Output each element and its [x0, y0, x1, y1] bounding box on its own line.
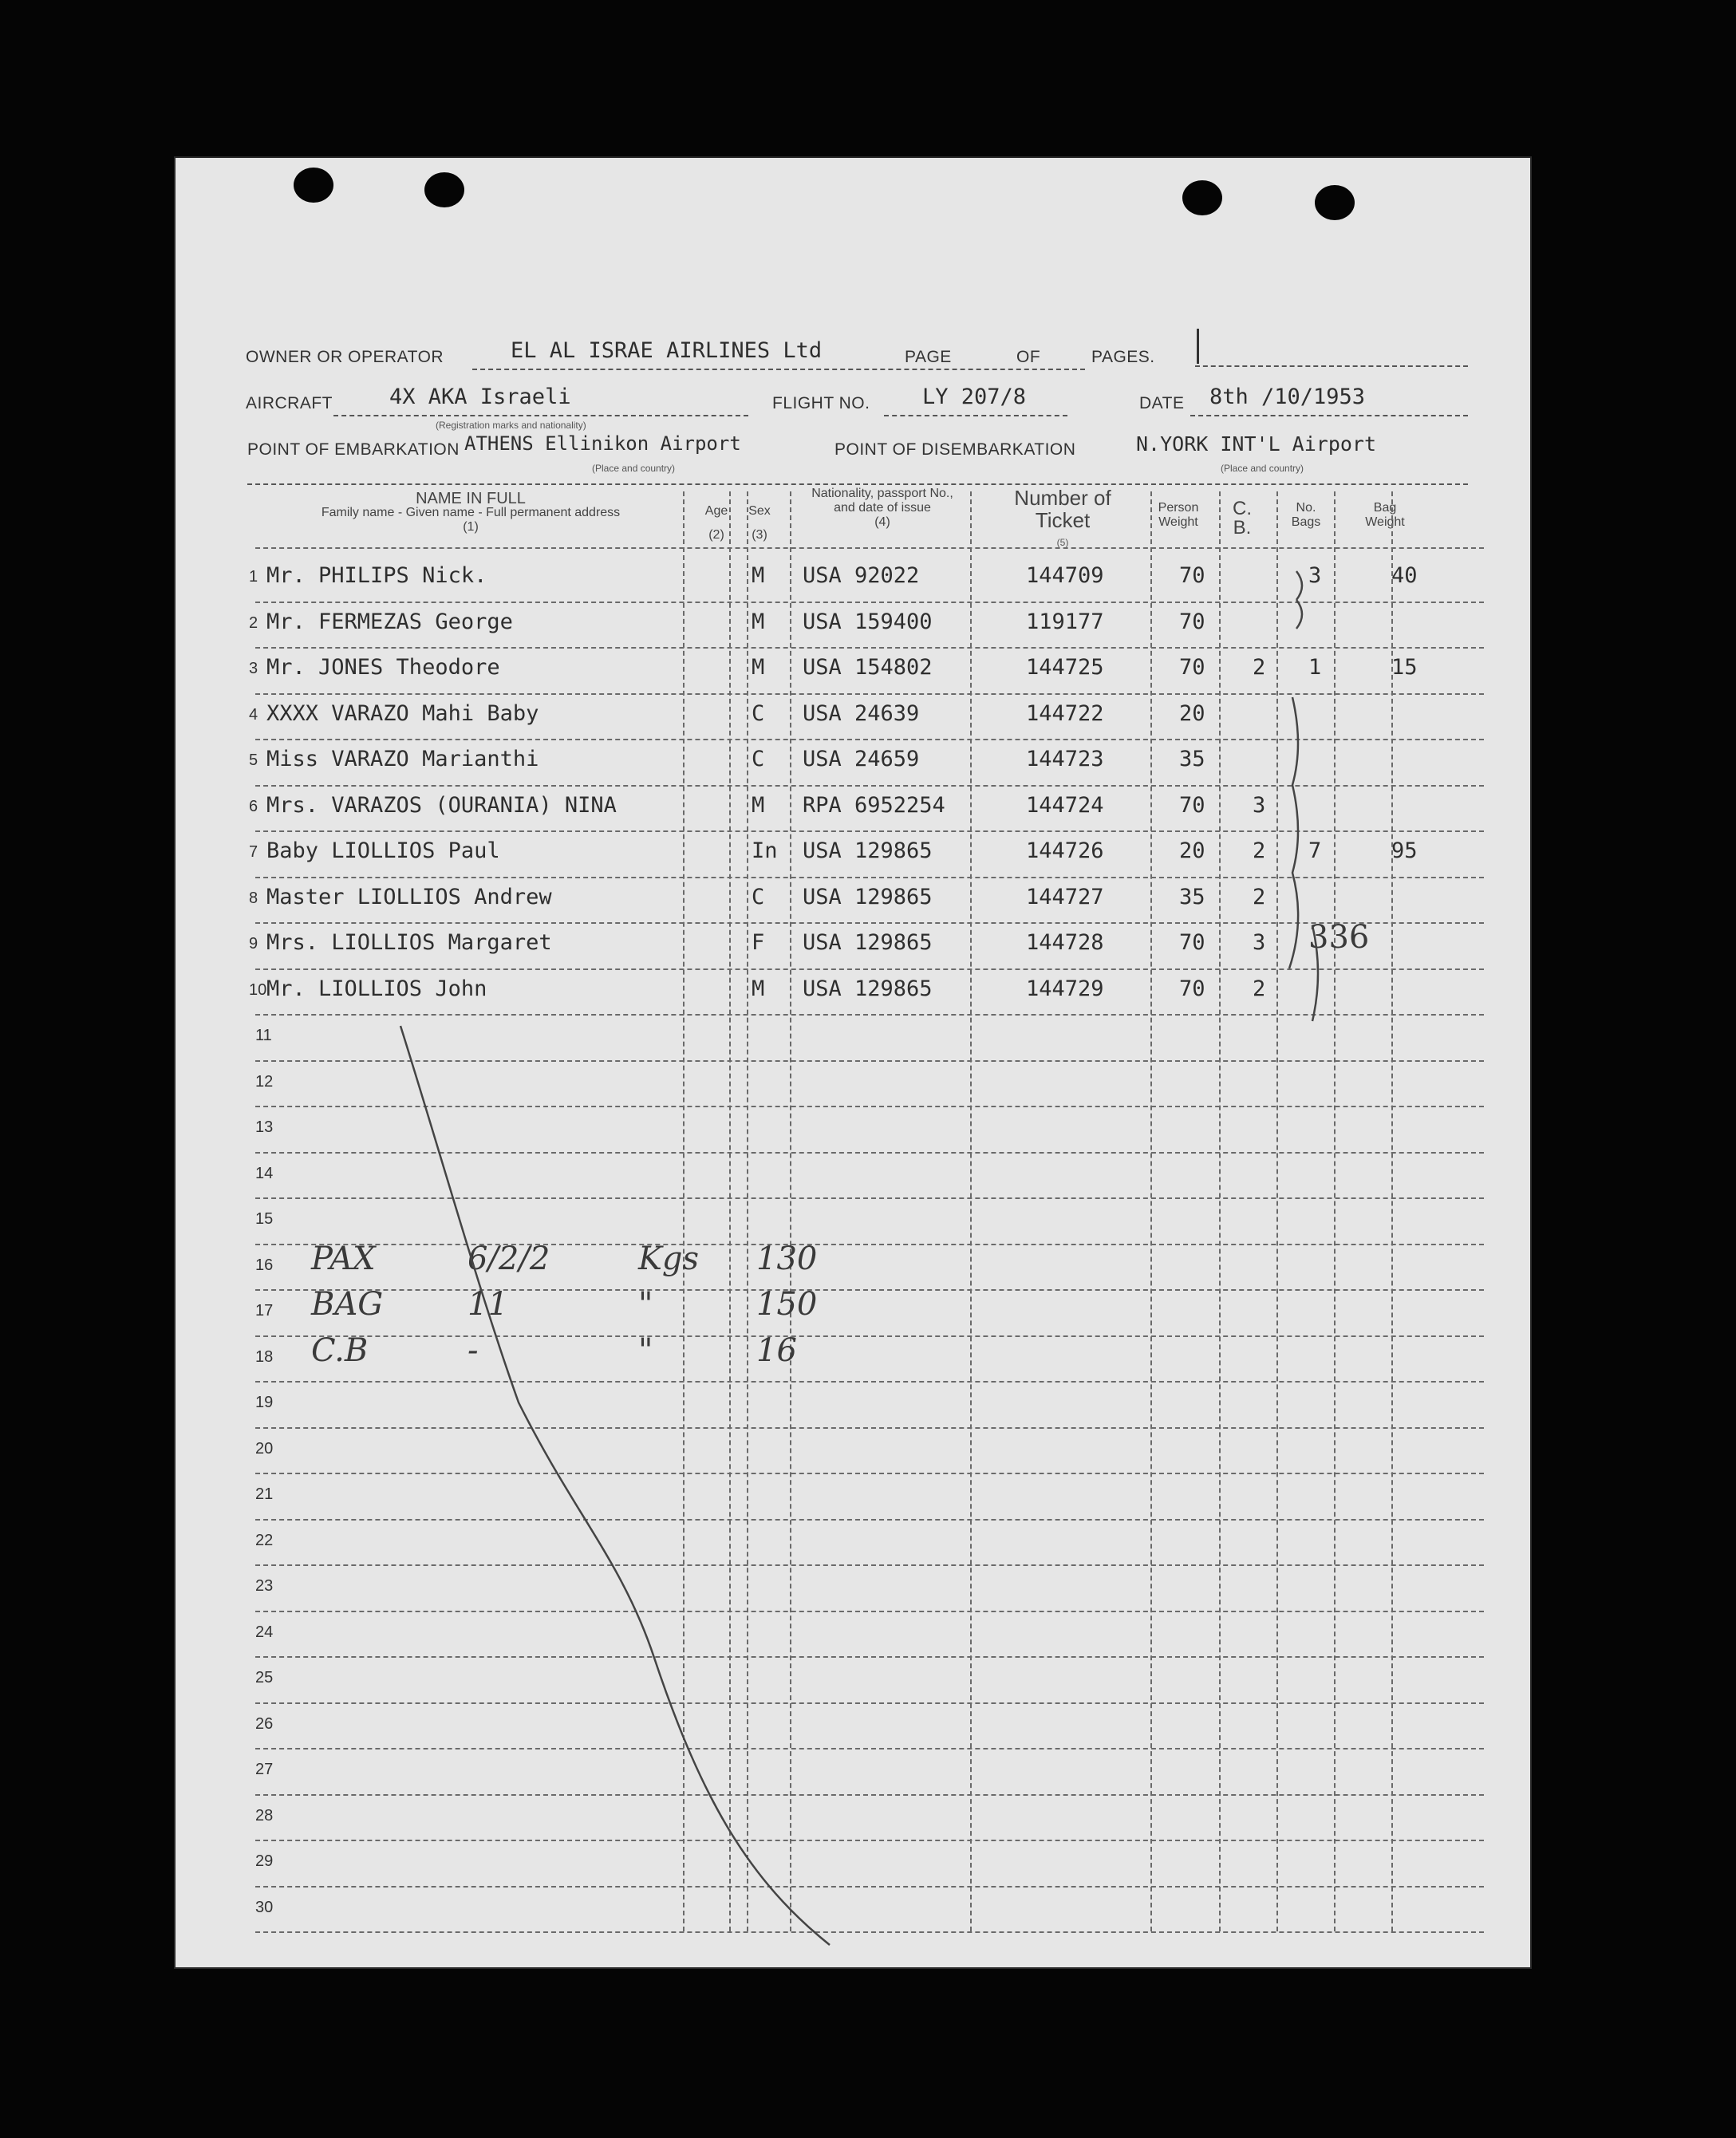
col-sex-header: Sex (3) [748, 504, 771, 542]
embark-label: POINT OF EMBARKATION [247, 440, 460, 459]
row-number: 29 [255, 1852, 274, 1870]
owner-label: OWNER OR OPERATOR [246, 348, 444, 366]
row-number: 9 [249, 935, 258, 953]
cell-cb: 2 [1253, 838, 1266, 863]
row-number: 10 [249, 980, 267, 999]
cell-sex: F [752, 930, 765, 955]
cell-passport: USA 24659 [803, 747, 920, 771]
note-unit: " [638, 1286, 653, 1323]
cell-passport: USA 159400 [803, 609, 933, 634]
row-number: 30 [255, 1898, 274, 1916]
row-number: 23 [255, 1577, 274, 1595]
row-number: 27 [255, 1761, 274, 1778]
cell-weight: 70 [1179, 609, 1205, 634]
cell-bagw: 15 [1391, 655, 1418, 680]
note-value: 130 [756, 1240, 818, 1277]
cell-passport: USA 24639 [803, 700, 920, 726]
row-number: 2 [249, 613, 258, 632]
note-count: 6/2/2 [468, 1240, 550, 1277]
col-age-header: Age (2) [704, 504, 728, 542]
row-number: 22 [255, 1531, 274, 1549]
row-number: 25 [255, 1669, 274, 1686]
note-value: 150 [756, 1286, 818, 1323]
row-number: 4 [249, 705, 258, 724]
note-label: C.B [311, 1331, 369, 1369]
of-label: OF [1016, 348, 1041, 366]
cell-passport: USA 129865 [803, 838, 933, 863]
cell-bags: 336 [1308, 919, 1370, 956]
cell-ticket: 144723 [1026, 747, 1104, 771]
row-number: 5 [249, 751, 258, 769]
cell-ticket: 144722 [1026, 700, 1104, 726]
pages-label: PAGES. [1091, 348, 1155, 366]
cell-weight: 20 [1179, 700, 1205, 726]
cell-cb: 2 [1253, 655, 1266, 680]
cell-bags: 1 [1308, 655, 1322, 680]
cell-sex: C [752, 747, 765, 771]
row-number: 13 [255, 1118, 274, 1136]
row-number: 1 [249, 568, 258, 586]
cell-name: Mr. JONES Theodore [266, 655, 500, 680]
cell-name: XXXX VARAZO Mahi Baby [266, 700, 539, 726]
cell-cb: 3 [1253, 930, 1266, 955]
note-label: PAX [311, 1240, 376, 1277]
cell-weight: 70 [1179, 792, 1205, 818]
handwritten-strike-icon [176, 158, 1530, 1967]
cell-sex: M [752, 976, 765, 1001]
date-label: DATE [1139, 394, 1185, 412]
row-number: 21 [255, 1485, 274, 1503]
col-name-header: NAME IN FULL Family name - Given name - Full permanent address (1) [321, 490, 621, 534]
note-count: 11 [468, 1286, 508, 1323]
row-number: 15 [255, 1210, 274, 1228]
cell-sex: M [752, 792, 765, 818]
page-label: PAGE [905, 348, 952, 366]
disembark-sub: (Place and country) [1221, 463, 1304, 474]
cell-bags: 3 [1308, 563, 1322, 588]
row-number: 7 [249, 843, 258, 861]
date-value: 8th /10/1953 [1209, 385, 1366, 409]
col-weight-header: Person Weight [1158, 501, 1199, 529]
row-number: 28 [255, 1806, 274, 1824]
aircraft-label: AIRCRAFT [246, 394, 333, 412]
row-number: 3 [249, 660, 258, 677]
cell-name: Mr. LIOLLIOS John [266, 976, 487, 1001]
note-label: BAG [311, 1286, 384, 1323]
cell-ticket: 144724 [1026, 792, 1104, 818]
row-number: 18 [255, 1347, 274, 1366]
col-ticket-header: Number of Ticket (5) [1014, 486, 1111, 548]
cell-sex: C [752, 884, 765, 909]
cell-name: Baby LIOLLIOS Paul [266, 838, 500, 863]
cell-weight: 20 [1179, 838, 1205, 863]
cell-weight: 70 [1179, 563, 1205, 588]
aircraft-sub: (Registration marks and nationality) [436, 420, 586, 431]
manifest-page [176, 158, 1530, 1967]
row-number: 20 [255, 1439, 274, 1458]
cell-weight: 70 [1179, 976, 1205, 1001]
cell-sex: M [752, 609, 765, 634]
cell-bagw: 95 [1391, 838, 1418, 863]
cell-sex: In [752, 838, 778, 863]
row-number: 6 [249, 797, 258, 815]
row-number: 11 [255, 1027, 272, 1044]
note-unit: Kgs [638, 1240, 700, 1277]
col-bagweight-header: Bag Weight [1365, 501, 1405, 529]
cell-sex: M [752, 563, 765, 588]
cell-passport: USA 129865 [803, 884, 933, 909]
cell-ticket: 144726 [1026, 838, 1104, 863]
col-bags-header: No. Bags [1291, 501, 1321, 529]
cell-weight: 35 [1179, 747, 1205, 771]
flight-value: LY 207/8 [922, 385, 1027, 409]
row-number: 26 [255, 1714, 274, 1733]
row-number: 12 [255, 1072, 274, 1091]
row-number: 17 [255, 1302, 274, 1319]
cell-weight: 70 [1179, 655, 1205, 680]
cell-passport: USA 92022 [803, 563, 920, 588]
embark-value: ATHENS Ellinikon Airport [464, 432, 741, 455]
note-unit: " [638, 1331, 653, 1369]
cell-bags: 7 [1308, 838, 1322, 863]
row-number: 14 [255, 1164, 274, 1182]
cell-name: Mrs. VARAZOS (OURANIA) NINA [266, 792, 617, 818]
row-number: 8 [249, 889, 258, 907]
cell-weight: 35 [1179, 884, 1205, 909]
cell-passport: RPA 6952254 [803, 792, 945, 818]
embark-sub: (Place and country) [592, 463, 676, 474]
cell-name: Mr. PHILIPS Nick. [266, 563, 487, 588]
cell-name: Mr. FERMEZAS George [266, 609, 513, 634]
flight-label: FLIGHT NO. [772, 394, 870, 412]
note-value: 16 [756, 1331, 797, 1369]
cell-ticket: 144725 [1026, 655, 1104, 680]
cell-passport: USA 129865 [803, 976, 933, 1001]
cell-name: Mrs. LIOLLIOS Margaret [266, 930, 552, 955]
cell-passport: USA 129865 [803, 930, 933, 955]
cell-passport: USA 154802 [803, 655, 933, 680]
cell-sex: C [752, 700, 765, 726]
cell-name: Miss VARAZO Marianthi [266, 747, 539, 771]
cell-ticket: 144727 [1026, 884, 1104, 909]
note-count: - [468, 1331, 479, 1369]
disembark-value: N.YORK INT'L Airport [1136, 432, 1377, 456]
col-cb-header: C. B. [1233, 498, 1252, 538]
cell-ticket: 119177 [1026, 609, 1104, 634]
cell-bagw: 40 [1391, 563, 1418, 588]
cell-cb: 2 [1253, 884, 1266, 909]
cell-ticket: 144729 [1026, 976, 1104, 1001]
cell-weight: 70 [1179, 930, 1205, 955]
row-number: 24 [255, 1623, 274, 1641]
cell-sex: M [752, 655, 765, 680]
aircraft-value: 4X AKA Israeli [389, 385, 571, 409]
row-number: 19 [255, 1394, 274, 1411]
owner-value: EL AL ISRAE AIRLINES Ltd [511, 338, 823, 363]
disembark-label: POINT OF DISEMBARKATION [834, 440, 1076, 459]
cell-ticket: 144728 [1026, 930, 1104, 955]
cell-name: Master LIOLLIOS Andrew [266, 884, 552, 909]
cell-cb: 3 [1253, 792, 1266, 818]
cell-cb: 2 [1253, 976, 1266, 1001]
cell-ticket: 144709 [1026, 563, 1104, 588]
row-number: 16 [255, 1256, 274, 1274]
col-nationality-header: Nationality, passport No., and date of issue (4) [811, 487, 953, 529]
